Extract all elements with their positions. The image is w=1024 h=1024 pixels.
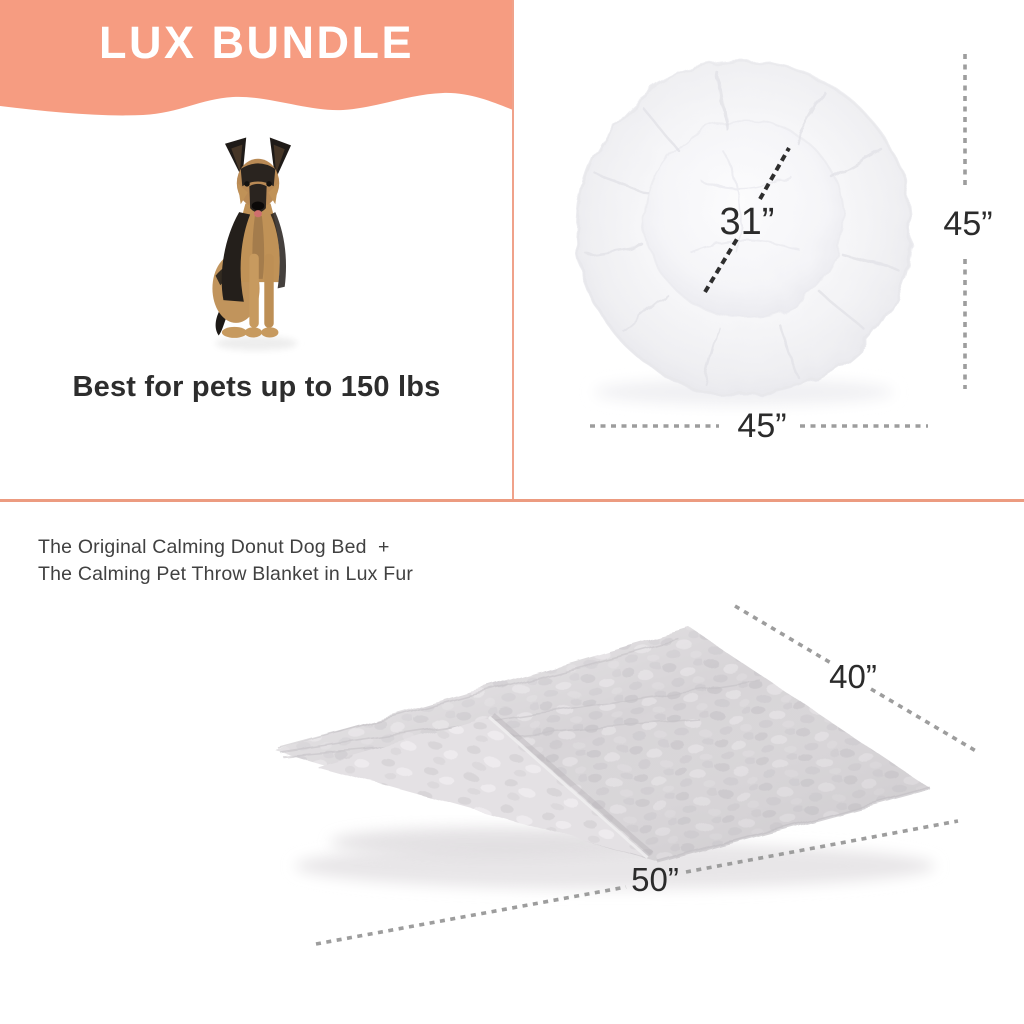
bundle-title-line2: The Calming Pet Throw Blanket in Lux Fur [38,563,414,585]
bed-width-label: 45” [737,407,787,445]
pet-weight-caption: Best for pets up to 150 lbs [72,371,441,403]
bundle-title-line1: The Original Calming Donut Dog Bed + [38,536,390,558]
vertical-divider [512,0,514,501]
blanket-width-line-lower [871,689,976,751]
lux-bundle-banner [0,0,513,130]
blanket-length-line-left [316,887,626,944]
german-shepherd-image [203,137,313,358]
banner-title: LUX BUNDLE [99,17,414,68]
blanket-width-line-upper [735,606,831,663]
horizontal-divider [0,499,1024,502]
blanket-width-label: 40” [829,658,877,695]
bed-inner-diameter-label: 31” [719,201,775,243]
bundle-product-title [38,534,413,588]
blanket-length-label: 50” [631,861,679,898]
bed-height-label: 45” [943,205,993,243]
